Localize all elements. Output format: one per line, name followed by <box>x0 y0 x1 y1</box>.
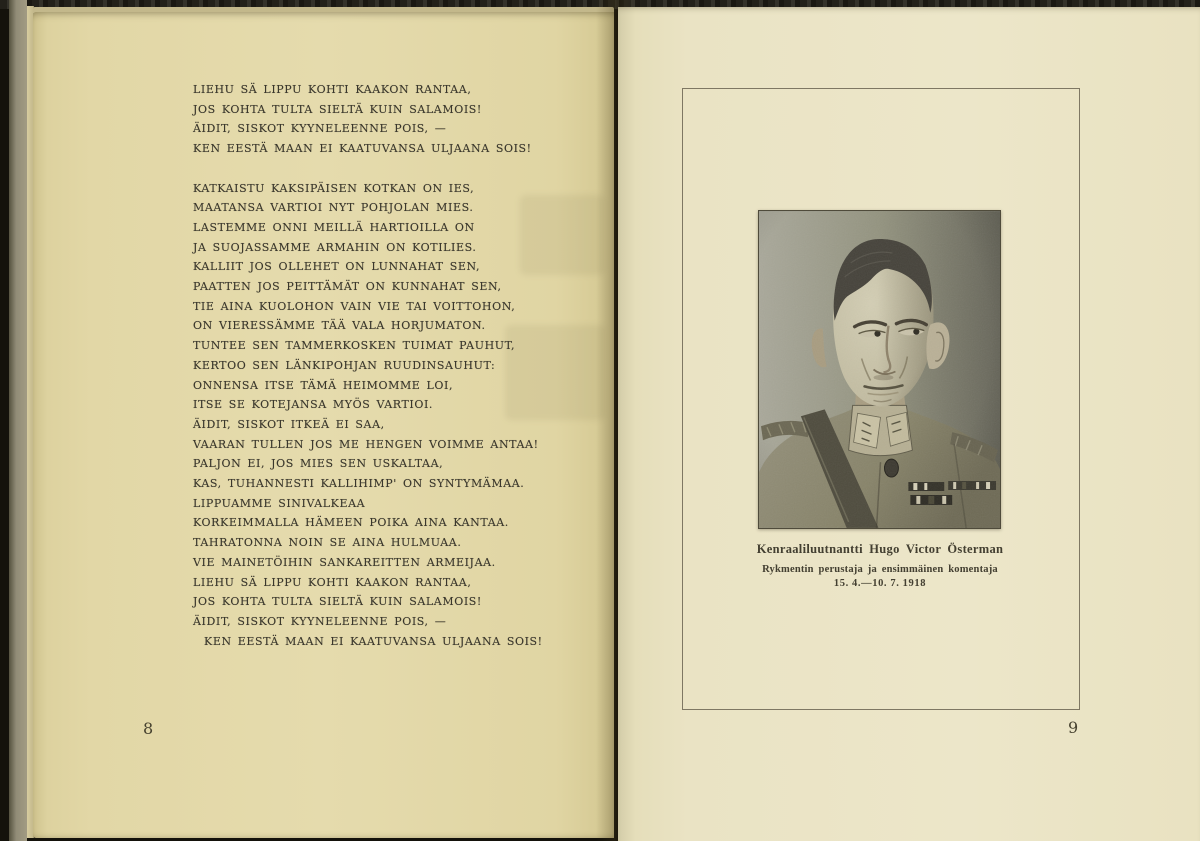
poem-line: ÄIDIT, SISKOT ITKEÄ EI SAA, <box>193 417 385 431</box>
poem <box>193 80 543 671</box>
caption-name: Kenraaliluutnantti Hugo Victor Österman <box>756 542 1004 556</box>
caption-role: Rykmentin perustaja ja ensimmäinen komentaja <box>762 564 998 575</box>
caption-dates: 15. 4.—10. 7. 1918 <box>833 578 927 589</box>
poem-line: KERTOO SEN LÄNKIPOHJAN RUUDINSAUHUT: <box>193 358 496 372</box>
poem-line: JOS KOHTA TULTA SIELTÄ KUIN SALAMOIS! <box>193 595 482 609</box>
officer-portrait-photo <box>758 210 1001 529</box>
poem-line: TIE AINA KUOLOHON VAIN VIE TAI VOITTOHON, <box>193 299 516 313</box>
poem-line: KORKEIMMALLA HÄMEEN POIKA AINA KANTAA. <box>193 516 509 530</box>
book-cover-edge <box>9 0 27 841</box>
poem-line: TUNTEE SEN TAMMERKOSKEN TUIMAT PAUHUT, <box>193 339 516 353</box>
poem-line: KEN EESTÄ MAAN EI KAATUVANSA ULJAANA SOIS! <box>193 142 532 156</box>
poem-stanza <box>193 80 543 159</box>
poem-line: TAHRATONNA NOIN SE AINA HULMUAA. <box>193 536 462 550</box>
poem-line: LIPPUAMME SINIVALKEAA <box>193 496 366 510</box>
poem-line: KATKAISTU KAKSIPÄISEN KOTKAN ON IES, <box>193 181 475 195</box>
poem-line: ÄIDIT, SISKOT KYYNELEENNE POIS, — <box>193 122 447 136</box>
poem-line: LIEHU SÄ LIPPU KOHTI KAAKON RANTAA, <box>193 575 472 589</box>
poem-line: ON VIERESSÄMME TÄÄ VALA HORJUMATON. <box>193 319 486 333</box>
poem-line: ÄIDIT, SISKOT KYYNELEENNE POIS, — <box>193 614 447 628</box>
poem-line: KEN EESTÄ MAAN EI KAATUVANSA ULJAANA SOIS! <box>204 634 543 648</box>
poem-line: PAATTEN JOS PEITTÄMÄT ON KUNNAHAT SEN, <box>193 280 502 294</box>
photo-caption <box>682 542 1078 589</box>
poem-line: KAS, TUHANNESTI KALLIHIMP' ON SYNTYMÄMAA. <box>193 477 525 491</box>
photo-grain <box>759 211 1000 528</box>
poem-stanza <box>193 179 543 652</box>
poem-line: JOS KOHTA TULTA SIELTÄ KUIN SALAMOIS! <box>193 102 482 116</box>
poem-line: ONNENSA ITSE TÄMÄ HEIMOMME LOI, <box>193 378 454 392</box>
poem-line: PALJON EI, JOS MIES SEN USKALTAA, <box>193 457 444 471</box>
poem-line: ITSE SE KOTEJANSA MYÖS VARTIOI. <box>193 398 434 412</box>
poem-line: JA SUOJASSAMME ARMAHIN ON KOTILIES. <box>193 240 477 254</box>
poem-line: LIEHU SÄ LIPPU KOHTI KAAKON RANTAA, <box>193 83 472 96</box>
page-number-left: 8 <box>143 719 154 738</box>
poem-line: KALLIIT JOS OLLEHET ON LUNNAHAT SEN, <box>193 260 481 274</box>
portrait-illustration <box>759 211 1000 528</box>
poem-line: VAARAN TULLEN JOS ME HENGEN VOIMME ANTAA! <box>193 437 539 451</box>
poem-line: LASTEMME ONNI MEILLÄ HARTIOILLA ON <box>193 220 475 234</box>
poem-line: MAATANSA VARTIOI NYT POHJOLAN MIES. <box>193 201 474 215</box>
page-number-right: 9 <box>1068 718 1079 737</box>
poem-line: VIE MAINETÖIHIN SANKAREITTEN ARMEIJAA. <box>193 555 496 569</box>
